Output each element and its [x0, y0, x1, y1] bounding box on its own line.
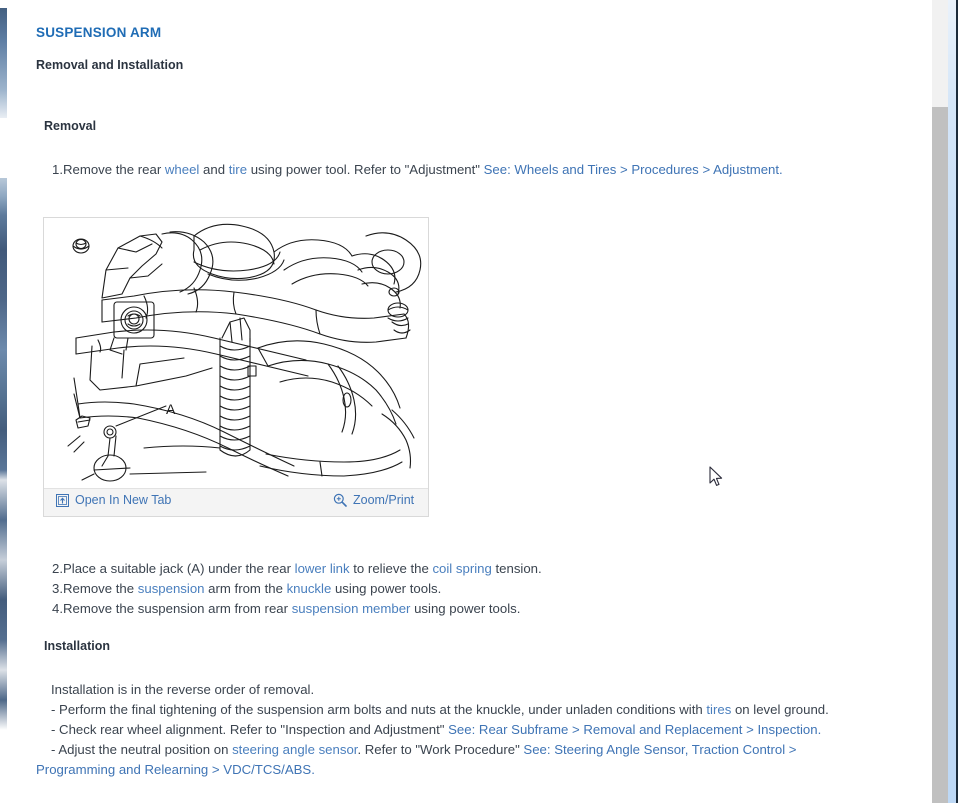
figure-toolbar [44, 488, 428, 516]
step-text: using power tools. [331, 581, 442, 596]
link-wheel[interactable]: wheel [164, 162, 200, 177]
removal-step-1 [52, 160, 783, 180]
installation-line-4 [51, 740, 797, 760]
figure-container [43, 217, 429, 517]
window-right-rail [948, 0, 956, 805]
link-steering-angle-sensor[interactable]: steering angle sensor [232, 742, 358, 757]
section-heading-installation: Installation [44, 639, 110, 653]
installation-text: - Check rear wheel alignment. Refer to "Inspection and Adjustment" [51, 722, 449, 737]
section-heading-removal: Removal [44, 119, 97, 133]
zoom-print-label: Zoom/Print [353, 493, 415, 507]
step-text: Remove the rear [63, 162, 165, 177]
link-rear-subframe-inspection[interactable]: See: Rear Subframe > Removal and Replacement > Inspection. [448, 722, 822, 737]
installation-text: - Perform the final tightening of the suspension arm bolts and nuts at the knuckle, under unladen conditions with [51, 702, 707, 717]
background-window-edge [0, 0, 7, 805]
installation-line-4-continued [36, 760, 315, 780]
step-text: to relieve the [349, 561, 433, 576]
open-in-new-tab-label: Open In New Tab [75, 493, 172, 507]
installation-line-2 [51, 700, 829, 720]
step-text: arm from the [204, 581, 287, 596]
page-subtitle: Removal and Installation [36, 58, 184, 72]
magnifier-plus-icon [333, 493, 347, 507]
step-text: Remove the suspension arm from rear [63, 601, 292, 616]
step-number: 3. [52, 581, 63, 596]
step-text: Place a suitable jack (A) under the rear [63, 561, 295, 576]
installation-text: . Refer to "Work Procedure" [357, 742, 524, 757]
suspension-arm-linedrawing [44, 218, 428, 490]
step-text: and [199, 162, 229, 177]
page-title: SUSPENSION ARM [36, 25, 162, 41]
step-text: Remove the [63, 581, 138, 596]
step-number: 2. [52, 561, 63, 576]
link-tire[interactable]: tire [228, 162, 248, 177]
step-number: 1. [52, 162, 63, 177]
open-in-new-tab-button[interactable] [56, 493, 171, 507]
link-programming-and-relearning[interactable]: Programming and Relearning > VDC/TCS/ABS. [36, 762, 315, 777]
removal-step-4 [52, 599, 520, 619]
installation-text: on level ground. [731, 702, 829, 717]
installation-line-1 [51, 680, 314, 700]
suspension-arm-illustration[interactable] [44, 218, 428, 490]
link-wheels-and-tires-adjustment[interactable]: See: Wheels and Tires > Procedures > Adjustment. [483, 162, 783, 177]
scrollbar-thumb[interactable] [932, 107, 949, 805]
installation-line-3 [51, 720, 821, 740]
zoom-print-button[interactable] [333, 493, 414, 507]
link-lower-link[interactable]: lower link [294, 561, 350, 576]
step-text: using power tools. [410, 601, 521, 616]
removal-step-2 [52, 559, 542, 579]
step-number: 4. [52, 601, 63, 616]
installation-text: - Adjust the neutral position on [51, 742, 233, 757]
installation-text: Installation is in the reverse order of removal. [51, 682, 315, 697]
step-text: using power tool. Refer to "Adjustment" [247, 162, 484, 177]
open-in-new-tab-icon [56, 494, 69, 507]
removal-step-3 [52, 579, 441, 599]
figure-callout-a: A [166, 401, 176, 417]
link-steering-angle-sensor-traction-control[interactable]: See: Steering Angle Sensor, Traction Control > [523, 742, 797, 757]
link-tires[interactable]: tires [706, 702, 732, 717]
link-suspension[interactable]: suspension [137, 581, 205, 596]
link-coil-spring[interactable]: coil spring [432, 561, 492, 576]
step-text: tension. [491, 561, 542, 576]
link-suspension-member[interactable]: suspension member [291, 601, 411, 616]
document-page [7, 0, 932, 805]
link-knuckle[interactable]: knuckle [286, 581, 332, 596]
